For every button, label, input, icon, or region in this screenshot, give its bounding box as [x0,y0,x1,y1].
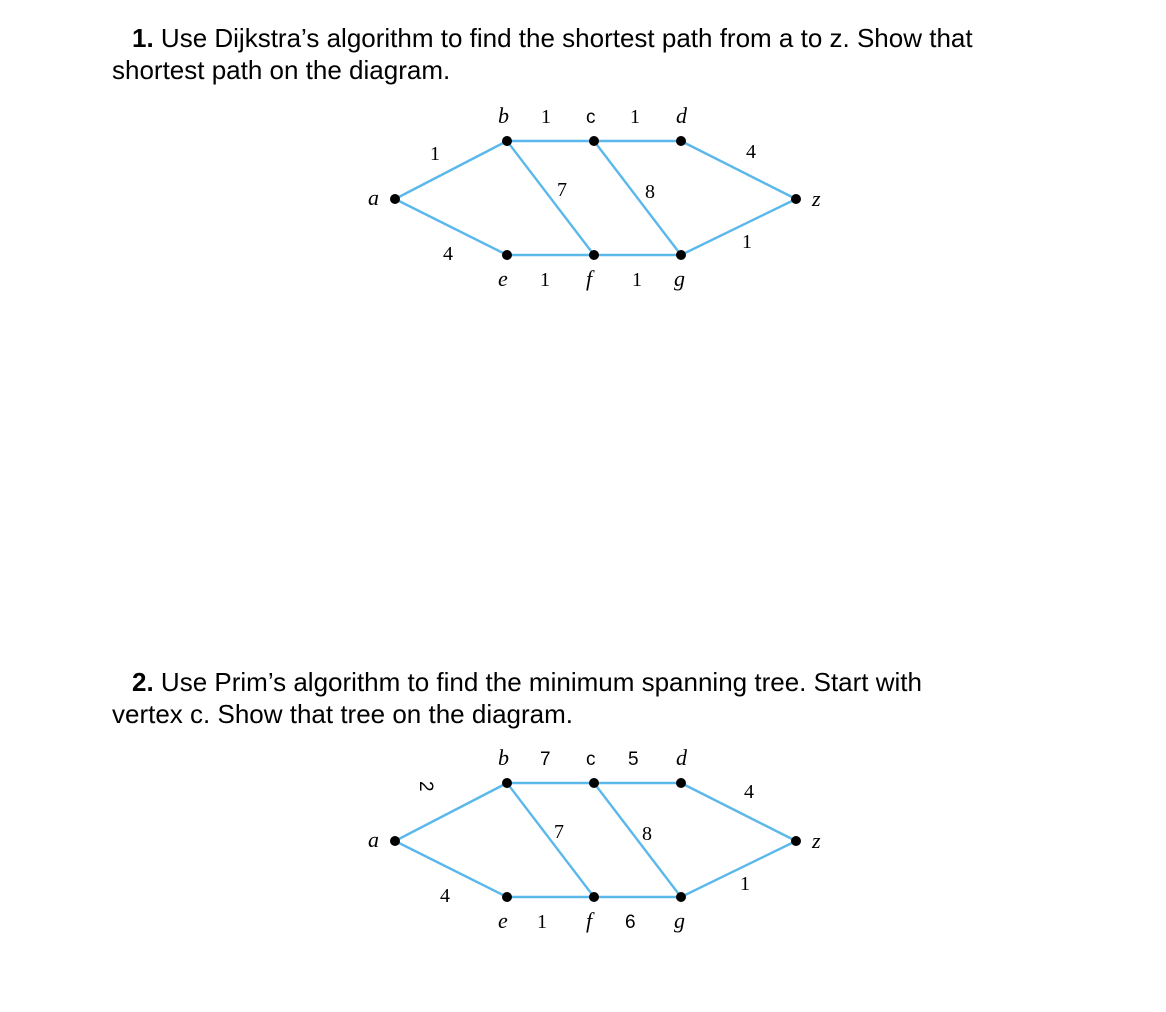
vertex-g [676,892,686,902]
edge-d-z [681,141,796,199]
weight-a-b: 2 [415,781,436,792]
weight-b-f: 7 [554,821,564,843]
weight-g-z: 1 [740,873,750,895]
question-2-number: 2. [132,667,154,697]
vertex-label-b: b [498,103,509,128]
vertex-f [589,892,599,902]
vertex-label-e: e [498,908,508,933]
question-1-text [112,22,1112,86]
vertex-z [791,194,801,204]
vertex-label-d: d [676,103,687,128]
weight-f-g: 1 [632,269,642,291]
edge-b-f [507,783,594,897]
dijkstra-graph [0,100,1166,300]
vertex-a [390,836,400,846]
vertex-e [502,892,512,902]
vertex-label-e: e [498,266,508,291]
weight-b-f: 7 [557,179,567,201]
weight-g-z: 1 [742,231,752,253]
edge-c-g [594,783,681,897]
question-2-line1: Use Prim’s algorithm to find the minimum spanning tree. Start with [160,667,922,697]
vertex-label-a: a [368,185,379,210]
edge-b-f [507,141,594,255]
question-1-line1: Use Dijkstra’s algorithm to find the shortest path from a to z. Show that [160,23,973,53]
vertex-label-a: a [368,827,379,852]
vertex-b [502,136,512,146]
vertex-label-f: f [586,266,593,291]
vertex-label-c: c [586,749,596,770]
vertex-label-b: b [498,745,509,770]
vertex-label-g: g [674,266,685,291]
vertex-label-z: z [812,828,821,853]
weight-c-d: 5 [628,749,639,770]
question-2-text [112,666,1112,730]
edge-g-z [681,841,796,897]
vertex-label-g: g [674,908,685,933]
vertex-label-z: z [812,186,821,211]
vertex-z [791,836,801,846]
edge-g-z [681,199,796,255]
vertex-e [502,250,512,260]
weight-c-d: 1 [630,106,640,128]
edge-c-g [594,141,681,255]
weight-e-f: 1 [540,269,550,291]
vertex-label-d: d [676,745,687,770]
weight-b-c: 1 [541,106,551,128]
vertex-c [589,778,599,788]
edge-a-e [395,841,507,897]
vertex-f [589,250,599,260]
weight-e-f: 1 [537,911,547,933]
edge-d-z [681,783,796,841]
vertex-label-c: c [586,107,596,128]
weight-c-g: 8 [642,823,652,845]
weight-d-z: 4 [746,141,756,163]
weight-f-g: 6 [625,912,636,933]
question-1-line2: shortest path on the diagram. [112,55,451,85]
edge-a-b [395,783,507,841]
question-1-number: 1. [132,23,154,53]
prim-graph [0,742,1166,942]
vertex-label-f: f [586,908,593,933]
vertex-d [676,136,686,146]
weight-a-b: 1 [430,143,440,165]
weight-c-g: 8 [645,181,655,203]
vertex-d [676,778,686,788]
edge-a-b [395,141,507,199]
weight-d-z: 4 [744,781,754,803]
vertex-c [589,136,599,146]
weight-a-e: 4 [443,243,453,265]
vertex-a [390,194,400,204]
vertex-b [502,778,512,788]
weight-a-e: 4 [440,885,450,907]
question-2-line2: vertex c. Show that tree on the diagram. [112,699,574,729]
vertex-g [676,250,686,260]
weight-b-c: 7 [540,749,551,770]
